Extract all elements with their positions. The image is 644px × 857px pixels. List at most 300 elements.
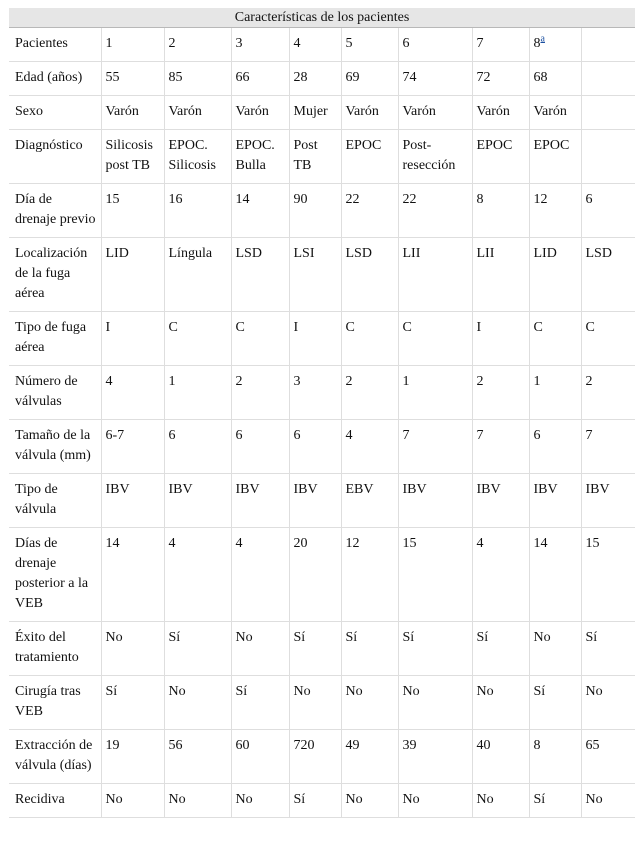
cell-value: 1 xyxy=(168,374,176,389)
cell-value: C xyxy=(168,320,178,335)
row-label: Éxito del tratamiento xyxy=(9,622,101,676)
cell-value: 14 xyxy=(235,192,250,207)
cell-value: I xyxy=(105,320,111,335)
cell-value: 2 xyxy=(235,374,243,389)
table-cell xyxy=(101,62,164,96)
cell-value: C xyxy=(402,320,412,335)
row-label: Edad (años) xyxy=(9,62,101,96)
table-cell xyxy=(341,238,398,312)
table-cell xyxy=(581,238,635,312)
cell-value: 4 xyxy=(105,374,113,389)
table-cell xyxy=(472,28,529,62)
cell-value: No xyxy=(293,684,311,699)
cell-value: Língula xyxy=(168,246,213,261)
table-row xyxy=(9,312,635,366)
cell-value: 7 xyxy=(476,36,484,51)
cell-value: EPOC. Silicosis xyxy=(168,138,216,173)
cell-value: 68 xyxy=(533,70,548,85)
table-cell xyxy=(398,676,472,730)
table-cell xyxy=(581,28,635,62)
table-cell xyxy=(472,312,529,366)
table-cell xyxy=(231,62,289,96)
cell-value: 7 xyxy=(585,428,593,443)
cell-value: No xyxy=(168,792,186,807)
footnote-link[interactable]: a xyxy=(540,33,545,45)
cell-value: 74 xyxy=(402,70,417,85)
table-cell xyxy=(472,676,529,730)
row-label: Pacientes xyxy=(9,28,101,62)
table-cell xyxy=(164,730,231,784)
table-cell xyxy=(341,184,398,238)
cell-value: 22 xyxy=(345,192,360,207)
row-label: Cirugía tras VEB xyxy=(9,676,101,730)
cell-value: EBV xyxy=(345,482,374,497)
cell-value: C xyxy=(585,320,595,335)
table-row xyxy=(9,28,635,62)
cell-value: 55 xyxy=(105,70,120,85)
cell-value: Post-resección xyxy=(402,138,456,173)
table-cell xyxy=(581,130,635,184)
cell-value: I xyxy=(293,320,299,335)
cell-value: 6 xyxy=(235,428,243,443)
table-cell xyxy=(529,528,581,622)
table-cell xyxy=(164,96,231,130)
table-cell xyxy=(164,366,231,420)
table-row xyxy=(9,474,635,528)
table-cell xyxy=(581,366,635,420)
table-cell xyxy=(289,474,341,528)
cell-value: 40 xyxy=(476,738,491,753)
table-cell xyxy=(398,474,472,528)
table-cell xyxy=(341,28,398,62)
row-label: Sexo xyxy=(9,96,101,130)
table-cell xyxy=(101,238,164,312)
cell-value: LSD xyxy=(345,246,372,261)
table-cell xyxy=(341,676,398,730)
cell-value: No xyxy=(105,630,123,645)
table-cell xyxy=(289,130,341,184)
cell-value: 14 xyxy=(533,536,548,551)
cell-value: 6 xyxy=(533,428,541,443)
table-cell xyxy=(231,730,289,784)
cell-value: C xyxy=(345,320,355,335)
cell-value: 72 xyxy=(476,70,491,85)
table-cell xyxy=(529,62,581,96)
cell-value: 6 xyxy=(585,192,593,207)
table-cell xyxy=(101,366,164,420)
row-label: Días de drenaje posterior a la VEB xyxy=(9,528,101,622)
table-body xyxy=(9,28,635,818)
row-label: Tipo de válvula xyxy=(9,474,101,528)
table-cell xyxy=(398,622,472,676)
cell-value: I xyxy=(476,320,482,335)
cell-value: Varón xyxy=(402,104,436,119)
cell-value: 5 xyxy=(345,36,353,51)
cell-value: Sí xyxy=(533,684,546,699)
table-cell xyxy=(398,184,472,238)
patients-table xyxy=(9,8,635,818)
row-label: Recidiva xyxy=(9,784,101,818)
table-cell xyxy=(398,366,472,420)
table-row xyxy=(9,784,635,818)
table-cell xyxy=(472,366,529,420)
table-cell xyxy=(398,96,472,130)
cell-value: 65 xyxy=(585,738,600,753)
table-cell xyxy=(231,184,289,238)
table-row xyxy=(9,676,635,730)
table-cell xyxy=(231,676,289,730)
table-row xyxy=(9,420,635,474)
table-row xyxy=(9,238,635,312)
table-cell xyxy=(529,28,581,62)
table-cell xyxy=(341,96,398,130)
cell-value: No xyxy=(476,792,494,807)
table-cell xyxy=(341,730,398,784)
table-cell xyxy=(529,130,581,184)
table-cell xyxy=(341,474,398,528)
table-cell xyxy=(529,784,581,818)
table-cell xyxy=(398,528,472,622)
cell-value: 39 xyxy=(402,738,417,753)
table-cell xyxy=(289,28,341,62)
table-cell xyxy=(581,676,635,730)
table-cell xyxy=(472,184,529,238)
cell-value: C xyxy=(235,320,245,335)
table-cell xyxy=(341,528,398,622)
cell-value: Sí xyxy=(345,630,358,645)
table-cell xyxy=(164,474,231,528)
cell-value: IBV xyxy=(585,482,610,497)
table-cell xyxy=(581,96,635,130)
table-cell xyxy=(398,62,472,96)
cell-value: 1 xyxy=(533,374,541,389)
cell-value: Post TB xyxy=(293,138,318,173)
cell-value: Varón xyxy=(533,104,567,119)
cell-value: C xyxy=(533,320,543,335)
row-label: Diagnóstico xyxy=(9,130,101,184)
table-cell xyxy=(472,62,529,96)
table-cell xyxy=(341,312,398,366)
table-cell xyxy=(164,784,231,818)
table-cell xyxy=(101,28,164,62)
cell-value: No xyxy=(105,792,123,807)
table-cell xyxy=(472,238,529,312)
table-cell xyxy=(472,96,529,130)
table-cell xyxy=(164,238,231,312)
table-cell xyxy=(398,784,472,818)
table-cell xyxy=(341,366,398,420)
cell-value: 8 xyxy=(476,192,484,207)
table-cell xyxy=(289,366,341,420)
table-cell xyxy=(101,420,164,474)
table-cell xyxy=(231,312,289,366)
cell-value: Varón xyxy=(168,104,202,119)
table-cell xyxy=(164,28,231,62)
table-cell xyxy=(398,130,472,184)
table-cell xyxy=(289,784,341,818)
row-label: Tipo de fuga aérea xyxy=(9,312,101,366)
table-cell xyxy=(529,730,581,784)
cell-value: 85 xyxy=(168,70,183,85)
cell-value: 69 xyxy=(345,70,360,85)
cell-value: Sí xyxy=(293,630,306,645)
table-cell xyxy=(398,420,472,474)
table-row xyxy=(9,366,635,420)
cell-value: LSD xyxy=(585,246,612,261)
cell-value: IBV xyxy=(533,482,558,497)
cell-value: No xyxy=(585,792,603,807)
table-cell xyxy=(289,420,341,474)
cell-value: 6-7 xyxy=(105,428,125,443)
table-cell xyxy=(164,622,231,676)
cell-value: 2 xyxy=(476,374,484,389)
cell-value: Sí xyxy=(585,630,598,645)
cell-value: Varón xyxy=(345,104,379,119)
table-cell xyxy=(231,784,289,818)
table-cell xyxy=(529,366,581,420)
table-cell xyxy=(101,528,164,622)
table-cell xyxy=(231,238,289,312)
table-cell xyxy=(101,96,164,130)
table-cell xyxy=(101,622,164,676)
cell-value: 28 xyxy=(293,70,308,85)
table-cell xyxy=(581,62,635,96)
table-cell xyxy=(101,676,164,730)
cell-value: Varón xyxy=(235,104,269,119)
cell-value: IBV xyxy=(235,482,260,497)
table-cell xyxy=(289,184,341,238)
cell-value: 49 xyxy=(345,738,360,753)
cell-value: LII xyxy=(476,246,495,261)
table-cell xyxy=(398,730,472,784)
table-cell xyxy=(472,622,529,676)
cell-value: 15 xyxy=(585,536,600,551)
cell-value: 7 xyxy=(402,428,410,443)
table-cell xyxy=(289,528,341,622)
table-cell xyxy=(472,420,529,474)
cell-value: EPOC xyxy=(476,138,513,153)
table-cell xyxy=(341,420,398,474)
cell-value: 15 xyxy=(402,536,417,551)
table-cell xyxy=(341,622,398,676)
table-cell xyxy=(164,676,231,730)
cell-value: LID xyxy=(533,246,557,261)
table-cell xyxy=(341,130,398,184)
cell-value: 3 xyxy=(235,36,243,51)
row-label: Día de drenaje previo xyxy=(9,184,101,238)
table-cell xyxy=(529,312,581,366)
table-caption: Características de los pacientes xyxy=(9,8,635,28)
table-cell xyxy=(289,96,341,130)
table-cell xyxy=(341,62,398,96)
table-cell xyxy=(472,784,529,818)
table-cell xyxy=(101,730,164,784)
table-cell xyxy=(398,28,472,62)
row-label: Extracción de válvula (días) xyxy=(9,730,101,784)
table-cell xyxy=(472,130,529,184)
cell-value: 6 xyxy=(293,428,301,443)
table-cell xyxy=(529,622,581,676)
cell-value: No xyxy=(345,684,363,699)
cell-value: Sí xyxy=(402,630,415,645)
cell-value: Sí xyxy=(168,630,181,645)
table-row xyxy=(9,184,635,238)
table-cell xyxy=(101,474,164,528)
cell-value: 4 xyxy=(168,536,176,551)
cell-value: Sí xyxy=(476,630,489,645)
table-cell xyxy=(529,96,581,130)
cell-value: EPOC xyxy=(345,138,382,153)
cell-value: IBV xyxy=(476,482,501,497)
cell-value: 6 xyxy=(402,36,410,51)
table-cell xyxy=(398,312,472,366)
table-row xyxy=(9,528,635,622)
cell-value: Silicosis post TB xyxy=(105,138,153,173)
table-cell xyxy=(164,528,231,622)
table-row xyxy=(9,96,635,130)
table-cell xyxy=(581,784,635,818)
cell-value: No xyxy=(168,684,186,699)
table-cell xyxy=(289,312,341,366)
table-cell xyxy=(472,528,529,622)
table-cell xyxy=(101,130,164,184)
table-cell xyxy=(289,676,341,730)
table-cell xyxy=(164,130,231,184)
cell-value: 1 xyxy=(402,374,410,389)
cell-value: 2 xyxy=(345,374,353,389)
cell-value: IBV xyxy=(293,482,318,497)
cell-value: 720 xyxy=(293,738,315,753)
cell-value: 3 xyxy=(293,374,301,389)
cell-value: 1 xyxy=(105,36,113,51)
cell-value: 16 xyxy=(168,192,183,207)
table-cell xyxy=(231,420,289,474)
table-cell xyxy=(529,474,581,528)
cell-value: 4 xyxy=(476,536,484,551)
cell-value: Sí xyxy=(235,684,248,699)
cell-value: 2 xyxy=(168,36,176,51)
table-cell xyxy=(101,784,164,818)
table-cell xyxy=(581,474,635,528)
cell-value: Varón xyxy=(476,104,510,119)
cell-value: No xyxy=(402,684,420,699)
cell-value: No xyxy=(345,792,363,807)
row-label: Número de válvulas xyxy=(9,366,101,420)
cell-value: 22 xyxy=(402,192,417,207)
table-cell xyxy=(231,366,289,420)
table-row xyxy=(9,130,635,184)
row-label: Tamaño de la válvula (mm) xyxy=(9,420,101,474)
cell-value: 12 xyxy=(345,536,360,551)
table-cell xyxy=(289,62,341,96)
table-cell xyxy=(289,238,341,312)
table-row xyxy=(9,730,635,784)
cell-value: No xyxy=(235,792,253,807)
table-cell xyxy=(164,420,231,474)
table-cell xyxy=(164,184,231,238)
table-cell xyxy=(164,62,231,96)
table-cell xyxy=(289,622,341,676)
table-cell xyxy=(581,420,635,474)
cell-value: 4 xyxy=(293,36,301,51)
table-row xyxy=(9,622,635,676)
cell-value: 20 xyxy=(293,536,308,551)
cell-value: 7 xyxy=(476,428,484,443)
cell-value: 56 xyxy=(168,738,183,753)
table-cell xyxy=(581,730,635,784)
cell-value: Varón xyxy=(105,104,139,119)
table-cell xyxy=(231,28,289,62)
cell-value: Mujer xyxy=(293,104,328,119)
cell-value: No xyxy=(476,684,494,699)
cell-value: 60 xyxy=(235,738,250,753)
cell-value: 90 xyxy=(293,192,308,207)
table-cell xyxy=(341,784,398,818)
cell-value: Sí xyxy=(533,792,546,807)
table-cell xyxy=(289,730,341,784)
cell-value: IBV xyxy=(402,482,427,497)
cell-value: IBV xyxy=(168,482,193,497)
cell-value: EPOC xyxy=(533,138,570,153)
table-cell xyxy=(472,730,529,784)
cell-value: 4 xyxy=(235,536,243,551)
cell-value: 12 xyxy=(533,192,548,207)
cell-value: Sí xyxy=(105,684,118,699)
cell-value: LII xyxy=(402,246,421,261)
cell-value: 15 xyxy=(105,192,120,207)
table-cell xyxy=(398,238,472,312)
cell-value: LID xyxy=(105,246,129,261)
table-row xyxy=(9,62,635,96)
table-cell xyxy=(529,676,581,730)
table-cell xyxy=(231,96,289,130)
table-cell xyxy=(581,184,635,238)
cell-value: Sí xyxy=(293,792,306,807)
table-cell xyxy=(581,528,635,622)
table-cell xyxy=(581,622,635,676)
table-cell xyxy=(164,312,231,366)
row-label: Localización de la fuga aérea xyxy=(9,238,101,312)
table-cell xyxy=(529,420,581,474)
cell-value: 4 xyxy=(345,428,353,443)
table-cell xyxy=(231,622,289,676)
cell-value: No xyxy=(235,630,253,645)
cell-value: EPOC. Bulla xyxy=(235,138,275,173)
cell-value: 8 xyxy=(533,36,541,51)
table-cell xyxy=(529,184,581,238)
table-cell xyxy=(101,312,164,366)
cell-value: 66 xyxy=(235,70,250,85)
cell-value: 14 xyxy=(105,536,120,551)
cell-value: No xyxy=(402,792,420,807)
table-cell xyxy=(231,474,289,528)
table-cell xyxy=(581,312,635,366)
table-cell xyxy=(231,130,289,184)
cell-value: LSI xyxy=(293,246,315,261)
cell-value: 6 xyxy=(168,428,176,443)
cell-value: 19 xyxy=(105,738,120,753)
table-cell xyxy=(101,184,164,238)
table-cell xyxy=(472,474,529,528)
cell-value: LSD xyxy=(235,246,262,261)
cell-value: No xyxy=(585,684,603,699)
cell-value: 8 xyxy=(533,738,541,753)
table-cell xyxy=(231,528,289,622)
cell-value: IBV xyxy=(105,482,130,497)
table-cell xyxy=(529,238,581,312)
cell-value: 2 xyxy=(585,374,593,389)
cell-value: No xyxy=(533,630,551,645)
